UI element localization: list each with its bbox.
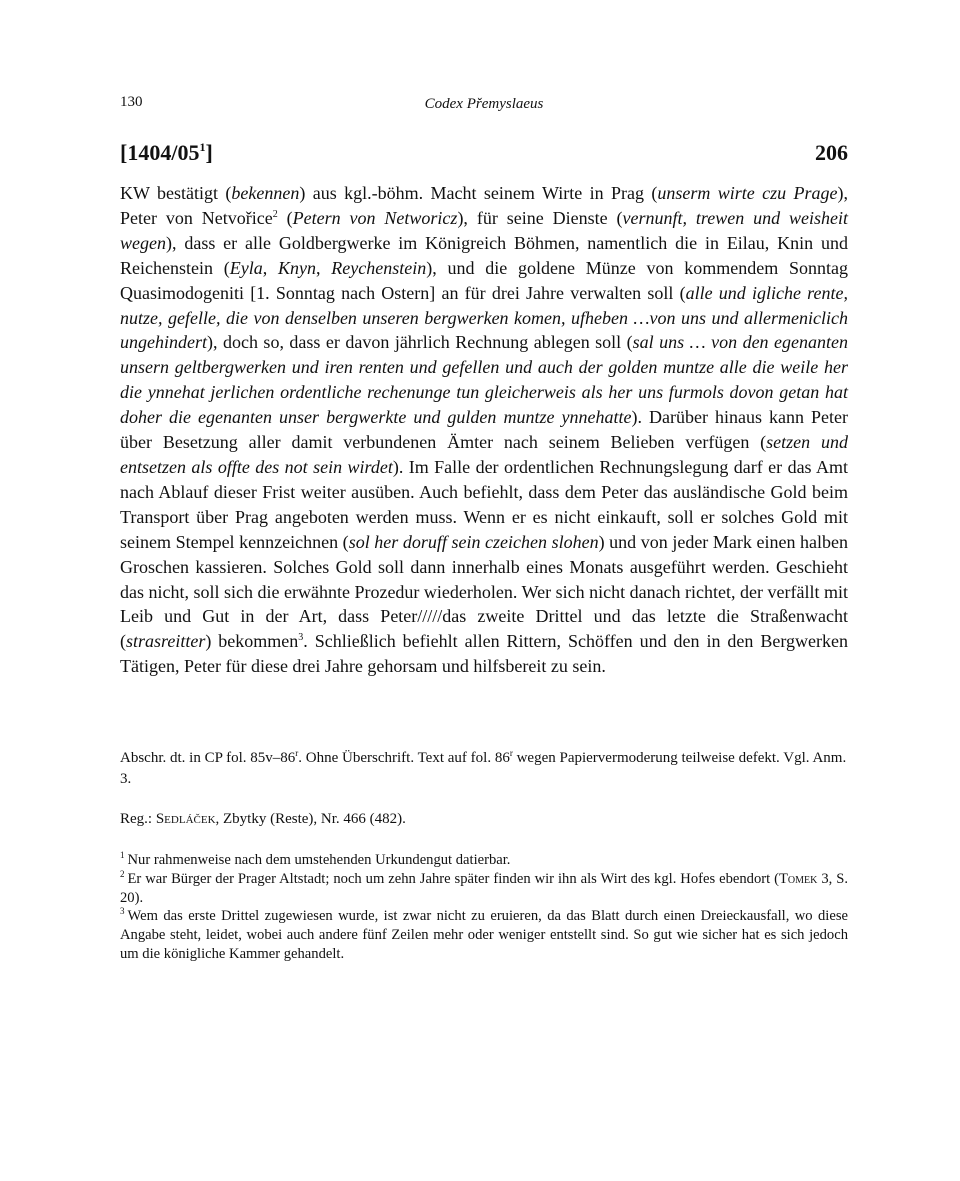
reference-author: Sedláček <box>155 811 216 827</box>
footnote-ref-3: 3 <box>298 632 304 644</box>
document-header <box>120 140 848 170</box>
running-head <box>120 94 848 116</box>
page-number: 130 <box>120 94 143 110</box>
footnote-2: $^2$ Er war Bürger der Prager Altstadt; noch um zehn Jahre später finden wir ihn als Wirt des kgl. Hofes ebendort (Tomek 3, S. 20). <box>120 868 848 906</box>
footnotes <box>120 851 848 964</box>
footnote-ref-1: 1 <box>199 140 206 154</box>
regest-reference: Reg.: Sedláček, Zbytky (Reste), Nr. 466 (482). <box>120 811 406 827</box>
footnote-ref-2: 2 <box>272 208 278 220</box>
document-date: $[1404/05^1]$ <box>120 140 213 165</box>
regest-paragraph: KW bestätigt (bekennen) aus kgl.-böhm. Macht seinem Wirte in Prag (unserm wirte czu Prage), Peter von Netvořice$^2$ (Petern von Networicz), für seine Dienste (vernunft, trewen und weisheit wegen), dass er alle Goldbergwerke im Königreich Böhmen, namentlich die in Eilau, Knin und Reichenstein (Eyla, Knyn, Reychenstein), und die goldene Münze von kommendem Sonntag Quasimodogeniti [1. Sonntag nach Ostern] an für drei Jahre verwalten soll (alle und igliche rente, nutze, gefelle, die von denselben unseren bergwerken komen, ufheben …von uns und allermeniclich ungehindert), doch so, dass er davon jährlich Rechnung ablegen soll (sal uns … von den egenanten unsern geltbergwerken und iren renten und gefellen und auch der golden muntze alle die weile her die ynnehat jerlichen ordentliche rechenunge tun gleicherweis als her uns furmols dovon getan hat doher die egenanten unser bergwerkte und gulden muntze ynnehatte). Darüber hinaus kann Peter über Besetzung aller damit verbundenen Ämter nach seinem Belieben verfügen (setzen und entsetzen als offte des not sein wirdet). Im Falle der ordentlichen Rechnungslegung darf er das Amt nach Ablauf dieser Frist weiter ausüben. Auch befiehlt, dass dem Peter das ausländische Gold beim Transport über Prag angeboten werden muss. Wenn er es nicht einkauft, soll er solches Gold mit seinem Stempel kennzeichnen (sol her doruff sein czeichen slohen) und von jeder Mark einen halben Groschen kassieren. Solches Gold soll dann innerhalb eines Monats ausgeführt werden. Geschieht das nicht, soll sich die erwähnte Prozedur wiederholen. Wer sich nicht danach richtet, der verfällt mit Leib und Gut in der Art, dass Peter/////das zweite Drittel und das letzte die Straßenwacht (strasreitter) bekommen$^3$. Schließlich befiehlt allen Rittern, Schöffen und den in den Bergwerken Tätigen, Peter für diese drei Jahre gehorsam und hilfsbereit zu sein. <box>120 183 849 677</box>
document-number: 206 <box>815 140 848 165</box>
running-title: Codex Přemyslaeus <box>424 96 544 112</box>
footnote-3: $^3$ Wem das erste Drittel zugewiesen wurde, ist zwar nicht zu eruieren, da das Blatt durch einen Dreieckausfall, wo diese Angabe steht, leidet, wobei auch andere fünf Zeilen mehr oder weniger entstellt sind. So gut wie sicher hat es sich jedoch um die königliche Kammer gehandelt. <box>120 906 848 962</box>
footnote-1: $^1$ Nur rahmenweise nach dem umstehenden Urkundengut datierbar. <box>120 850 511 868</box>
source-note: Abschr. dt. in CP fol. 85v–86$^r$. Ohne Überschrift. Text auf fol. 86$^r$ wegen Papiervermoderung teilweise defekt. Vgl. Anm. 3. <box>120 748 847 787</box>
